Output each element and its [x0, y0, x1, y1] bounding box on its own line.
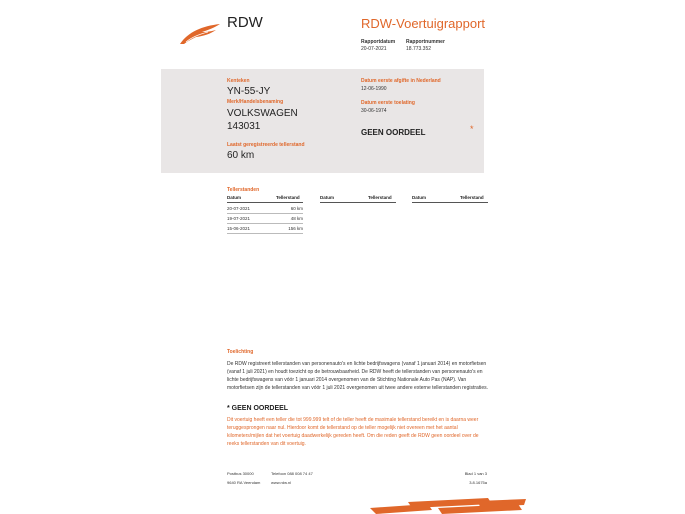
explanation-title: Toelichting	[227, 349, 254, 355]
row-divider	[227, 223, 303, 224]
report-date-label: Rapportdatum	[361, 39, 396, 45]
readings-col-date-2: Datum	[320, 195, 335, 200]
report-date-value: 20-07-2021	[361, 46, 387, 52]
report-number-value: 18.773.352	[406, 46, 432, 52]
row-divider	[227, 233, 303, 234]
footer-address-1: Postbus 30000	[227, 471, 254, 476]
readings-header-rule-2	[320, 202, 396, 203]
first-nl-label: Datum eerste afgifte in Nederland	[361, 78, 441, 84]
explanation-paragraph: De RDW registreert tellerstanden van personenauto's en lichte bedrijfswagens (vanaf 1 januari 2014) en motorfietsen (vanaf 1 juli 2021) en houdt toezicht op de betrouwbaarheid. De RDW heeft de tellerstanden van personenauto's en lichte bedrijfswagens van vóór 1 januari 2014 overgenomen van de Stichting Nationale Auto Pas (NAP). Van motorfietsen zijn de tellerstanden van vóór 1 juli 2021 overgenomen uit twee andere externe tellerstanden registraties.	[227, 361, 488, 391]
logo-text: RDW	[227, 14, 263, 31]
vehicle-panel	[161, 69, 484, 173]
footer-version: 3.8.1675a	[469, 480, 487, 485]
table-row-date: 19-07-2021	[227, 216, 251, 221]
odometer-label: Laatst geregistreerde tellerstand	[227, 142, 305, 148]
decorative-stripes-icon	[368, 498, 528, 514]
first-admission-label: Datum eerste toelating	[361, 100, 415, 106]
rdw-logo-icon	[178, 22, 222, 46]
verdict-text: GEEN OORDEEL	[361, 128, 426, 137]
footer-address-2: 9640 RA Veendam	[227, 480, 261, 485]
brand-value: VOLKSWAGEN	[227, 108, 298, 119]
explanation-verdict-paragraph: Dit voertuig heeft een teller die tot 999.999 telt of de teller heeft de maximale tellerstand bereikt en is daarna weer teruggesprongen naar nul. Hierdoor komt de tellerstand op de teller mogelijk niet overeen met het aantal kilometers/mijlen dat het voertuig daadwerkelijk gereden heeft. Om die reden geeft de RDW geen oordeel over de reeks tellerstanden van dit voertuig.	[227, 417, 479, 447]
report-number-label: Rapportnummer	[406, 39, 445, 45]
table-row-odometer: 60 km	[290, 206, 303, 211]
table-row-odometer: 48 km	[290, 216, 303, 221]
explanation-verdict-heading: * GEEN OORDEEL	[227, 405, 289, 412]
verdict-asterisk: *	[470, 124, 474, 134]
footer-website[interactable]: www.rdw.nl	[271, 480, 292, 485]
first-admission-value: 30-06-1974	[361, 108, 387, 114]
readings-col-date-3: Datum	[412, 195, 427, 200]
readings-title: Tellerstanden	[227, 187, 260, 193]
model-value: 143031	[227, 121, 261, 132]
readings-header-rule-3	[412, 202, 488, 203]
plate-value: YN-55-JY	[227, 86, 271, 97]
readings-header-rule	[227, 202, 303, 203]
odometer-value: 60 km	[227, 150, 255, 161]
report-title: RDW-Voertuigrapport	[361, 16, 486, 31]
readings-col-odometer-2: Tellerstand	[368, 195, 392, 200]
footer-page-number: Blad 1 van 3	[464, 471, 487, 476]
footer-phone: Telefoon 088 008 74 47	[271, 471, 313, 476]
table-row-date: 15-06-2021	[227, 226, 251, 231]
row-divider	[227, 213, 303, 214]
table-row-odometer: 156 km	[288, 226, 303, 231]
readings-col-odometer-3: Tellerstand	[460, 195, 484, 200]
first-nl-value: 12-06-1990	[361, 86, 387, 92]
readings-col-date: Datum	[227, 195, 242, 200]
plate-label: Kenteken	[227, 78, 250, 84]
brand-label: Merk/Handelsbenaming	[227, 99, 284, 105]
table-row-date: 20-07-2021	[227, 206, 251, 211]
readings-col-odometer: Tellerstand	[276, 195, 300, 200]
